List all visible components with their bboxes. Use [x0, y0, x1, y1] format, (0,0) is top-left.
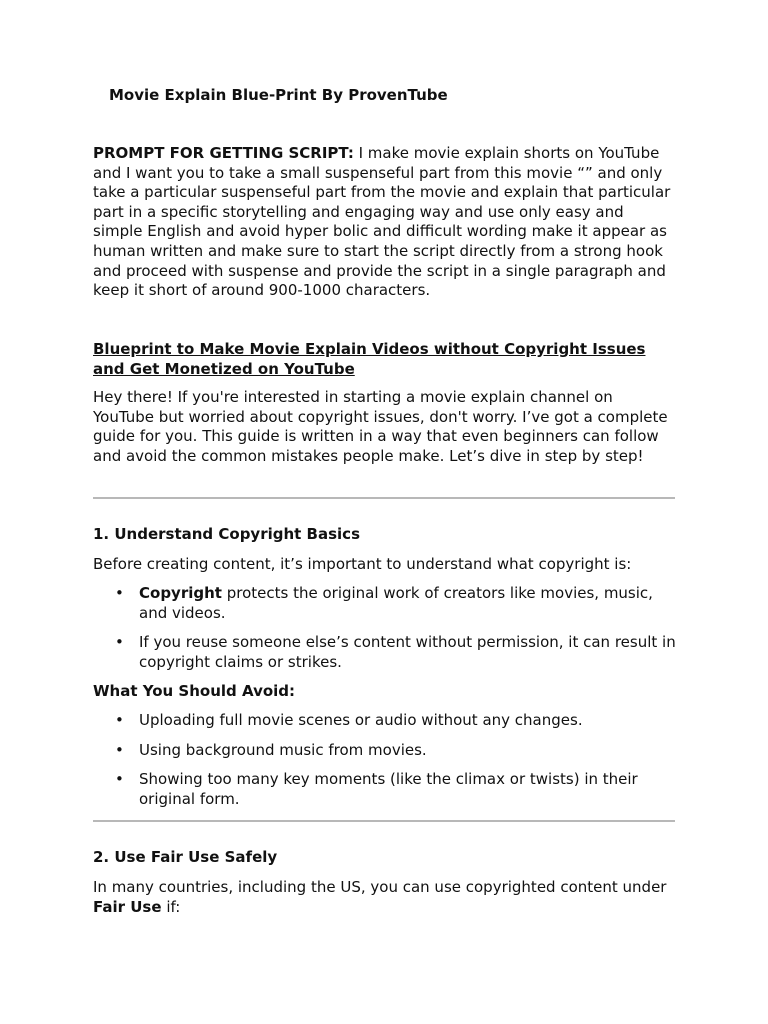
prompt-text: I make movie explain shorts on YouTube and I want you to take a small suspenseful part from this movie “” and only take a particular suspenseful part from the movie and explain that particular part in a specific storytelling and engaging way and use only easy and simple English and avoid hyper bolic and difficult wording make it appear as human written and make sure to start the script directly from a strong hook and proceed with suspense and provide the script in a single paragraph and keep it short of around 900-1000 characters. — [93, 144, 671, 300]
bullet-icon: • — [115, 584, 124, 602]
section-1-heading: 1. Understand Copyright Basics — [93, 525, 361, 543]
section-2-intro — [93, 878, 676, 917]
avoid-list — [93, 711, 676, 819]
section-2-intro-text: In many countries, including the US, you can use copyrighted content under — [93, 878, 667, 896]
intro-paragraph: Hey there! If you're interested in starting a movie explain channel on YouTube but worried about copyright issues, don't worry. I’ve got a complete guide for you. This guide is written in a way that even beginners can follow and avoid the common mistakes people make. Let’s dive in step by step! — [93, 388, 668, 465]
list-item — [93, 770, 676, 809]
list-item-bold: Copyright — [139, 584, 222, 602]
horizontal-divider — [93, 820, 675, 822]
prompt-label: PROMPT FOR GETTING SCRIPT: — [93, 144, 354, 162]
list-item — [93, 711, 676, 731]
document-title: Movie Explain Blue-Print By ProvenTube — [109, 86, 448, 104]
horizontal-divider — [93, 497, 675, 499]
list-item-text: Showing too many key moments (like the climax or twists) in their original form. — [139, 770, 638, 808]
blueprint-heading: Blueprint to Make Movie Explain Videos without Copyright Issues and Get Monetized on YouTube — [93, 340, 646, 378]
section-2-heading: 2. Use Fair Use Safely — [93, 848, 278, 866]
bullet-icon: • — [115, 711, 124, 729]
bullet-icon: • — [115, 633, 124, 652]
list-item-text: protects the original work of creators like movies, music, and videos. — [139, 584, 653, 622]
list-item — [93, 741, 676, 761]
copyright-basics-list — [93, 584, 676, 682]
bullet-icon: • — [115, 770, 124, 789]
avoid-heading: What You Should Avoid: — [93, 682, 296, 700]
list-item-text: Uploading full movie scenes or audio without any changes. — [139, 711, 583, 729]
prompt-paragraph — [93, 144, 676, 301]
bullet-icon: • — [115, 740, 124, 759]
section-2-intro-end: if: — [161, 897, 181, 916]
list-item-text: If you reuse someone else’s content without permission, it can result in copyright claims or strikes. — [139, 633, 676, 671]
list-item-text: Using background music from movies. — [139, 740, 427, 759]
list-item — [93, 584, 676, 623]
section-1-intro: Before creating content, it’s important to understand what copyright is: — [93, 555, 632, 573]
fair-use-term: Fair Use — [93, 897, 162, 916]
list-item — [93, 633, 676, 672]
